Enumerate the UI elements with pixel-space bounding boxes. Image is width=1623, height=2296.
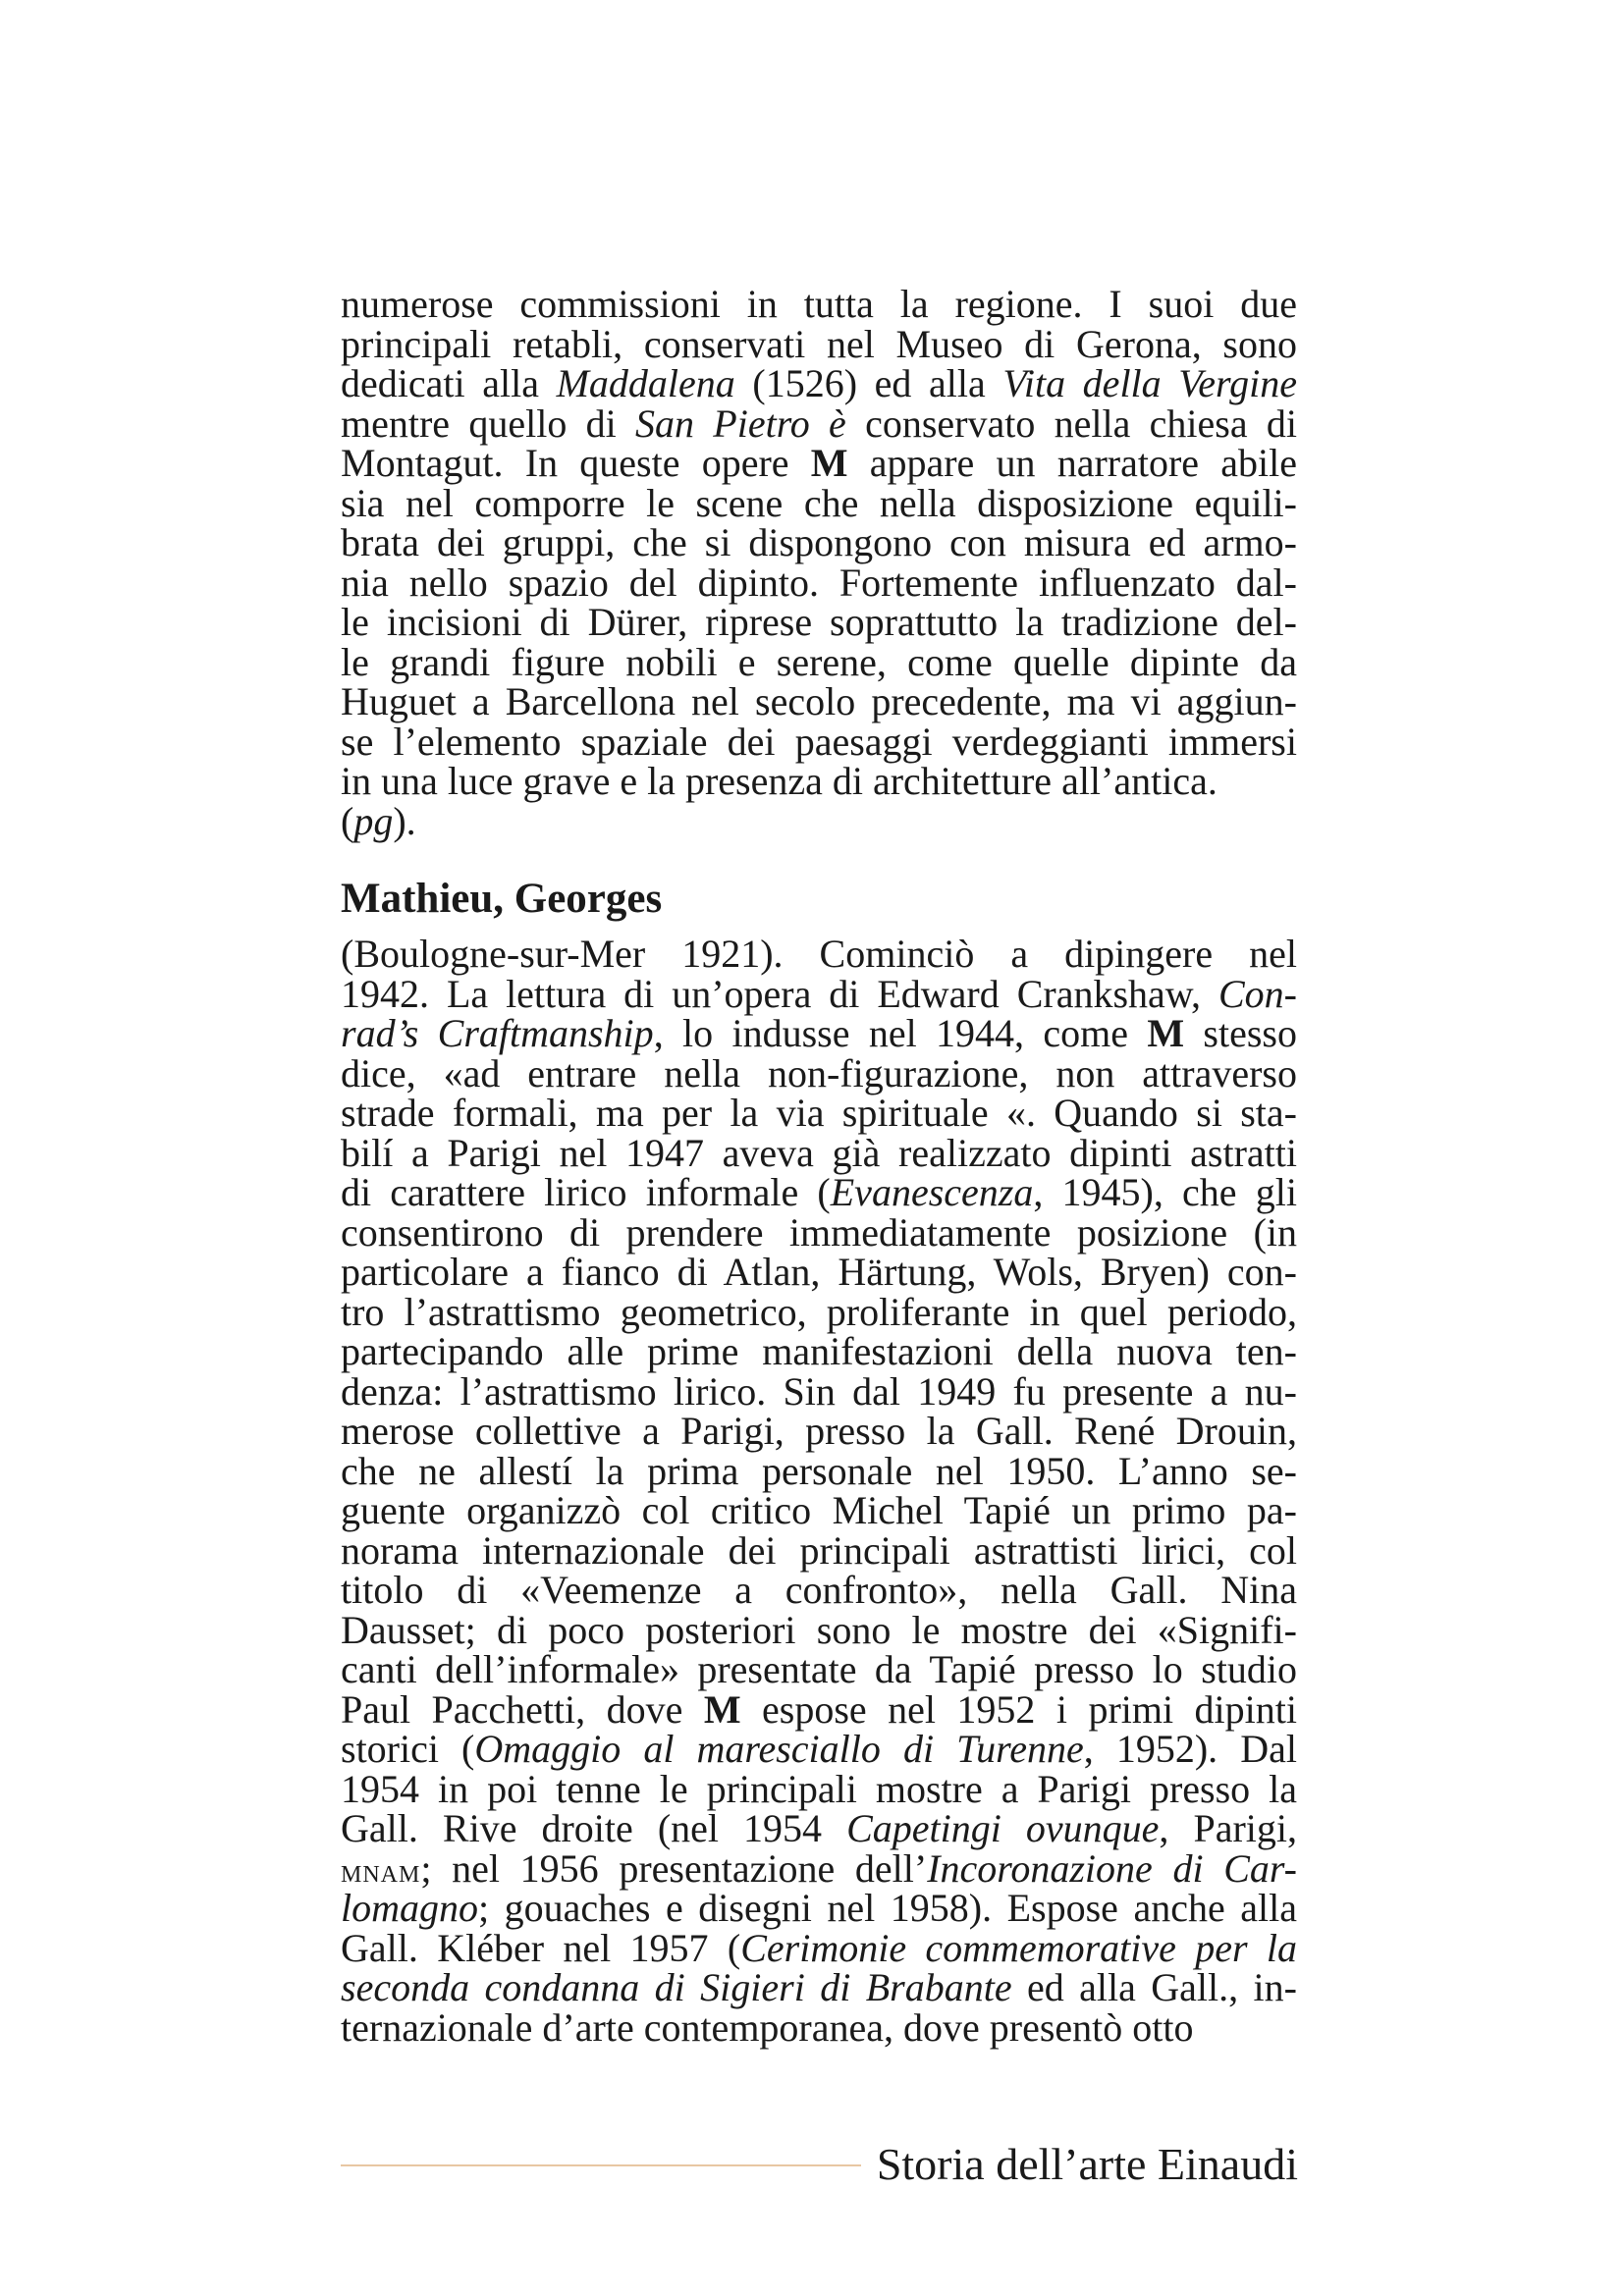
text-line xyxy=(341,719,1297,764)
text-line xyxy=(341,1806,1298,1850)
text-run: ; nel 1956 presentazione dell’ xyxy=(420,1845,928,1891)
text-line xyxy=(341,971,1297,1016)
text-run: ternazionale d’arte contemporanea, dove presentò otto xyxy=(341,2004,1194,2050)
text-line xyxy=(341,441,1297,485)
text-line xyxy=(341,798,1297,843)
text-run: dedicati alla xyxy=(341,361,557,405)
text-line xyxy=(341,1289,1297,1334)
text-run: sia nel comporre le scene che nella disposizione equili- xyxy=(341,480,1297,525)
text-run: tro l’astrattismo geometrico, proliferante in quel periodo, xyxy=(341,1289,1297,1334)
text-run: (Boulogne-sur-Mer 1921). Cominciò a dipingere nel xyxy=(341,932,1297,976)
text-run: conservato nella chiesa di xyxy=(845,400,1297,446)
text-run: le incisioni di Dürer, riprese soprattutto la tradizione del- xyxy=(341,600,1297,644)
text-run: guente organizzò col critico Michel Tapié un primo pa- xyxy=(341,1488,1297,1532)
text-run: Montagut. In queste opere xyxy=(341,441,811,485)
text-line xyxy=(341,1607,1297,1652)
text-run: ). xyxy=(393,798,416,843)
text-run: storici ( xyxy=(341,1727,475,1771)
entry-abbreviation: M xyxy=(810,441,848,485)
text-run: norama internazionale dei principali astrattisti lirici, col xyxy=(341,1527,1297,1573)
text-line xyxy=(341,2004,1297,2050)
text-run: particolare a fianco di Atlan, Härtung, Wols, Bryen) con- xyxy=(341,1250,1297,1294)
text-run: Gall. Kléber nel 1957 ( xyxy=(341,1925,741,1970)
text-line xyxy=(341,321,1297,366)
text-line xyxy=(341,1527,1297,1573)
footer-publication-title: Storia dell’arte Einaudi xyxy=(876,2139,1298,2189)
text-line xyxy=(341,679,1297,723)
text-run: numerose commissioni in tutta la regione. I suoi due xyxy=(341,282,1297,326)
text-line xyxy=(341,1488,1297,1532)
text-run: in una luce grave e la presenza di architetture all’antica. xyxy=(341,759,1217,803)
text-line xyxy=(341,639,1297,684)
text-line xyxy=(341,520,1297,564)
text-line xyxy=(341,1329,1297,1373)
text-run: espose nel 1952 i primi dipinti xyxy=(740,1686,1297,1732)
text-run: mentre quello di xyxy=(341,400,635,446)
text-line xyxy=(341,560,1297,605)
italic-title: Incoronazione di Car- xyxy=(927,1845,1297,1891)
text-run: (1526) ed alla xyxy=(734,361,1003,405)
text-run: canti dell’informale» presentate da Tapié presso lo studio xyxy=(341,1647,1297,1691)
text-line xyxy=(341,400,1297,446)
text-run: le grandi figure nobili e serene, come quelle dipinte da xyxy=(341,639,1297,684)
text-run: 1942. La lettura di un’opera di Edward Crankshaw, xyxy=(341,971,1218,1016)
text-line xyxy=(341,1091,1297,1135)
text-line xyxy=(341,361,1297,405)
text-line xyxy=(341,1886,1297,1930)
italic-title: rad’s Craftmanship xyxy=(341,1011,654,1055)
text-run: titolo di «Veemenze a confronto», nella Gall. Nina xyxy=(341,1568,1297,1612)
italic-title: Con- xyxy=(1218,971,1297,1016)
entry-abbreviation: M xyxy=(703,1686,741,1732)
text-line xyxy=(341,934,1297,974)
text-line xyxy=(341,282,1297,326)
italic-title: Omaggio al maresciallo di Turenne xyxy=(474,1727,1084,1771)
text-run: merose collettive a Parigi, presso la Gall. René Drouin, xyxy=(341,1409,1297,1453)
text-run: , 1952). Dal xyxy=(1083,1727,1297,1771)
text-run: nia nello spazio del dipinto. Fortemente influenzato dal- xyxy=(341,560,1297,605)
text-line xyxy=(341,1050,1297,1095)
entry-heading: Mathieu, Georges xyxy=(341,876,663,922)
text-line xyxy=(341,1170,1297,1214)
italic-title: lomagno xyxy=(341,1886,478,1930)
text-line xyxy=(341,600,1297,644)
text-run: Gall. Rive droite (nel 1954 xyxy=(341,1806,847,1850)
text-run: , Parigi, xyxy=(1159,1806,1298,1850)
text-run: che ne allestí la prima personale nel 1950. L’anno se- xyxy=(341,1448,1297,1493)
text-line xyxy=(341,480,1297,525)
text-line xyxy=(341,1130,1297,1175)
text-run: strade formali, ma per la via spirituale «. Quando si sta- xyxy=(341,1091,1297,1135)
text-line xyxy=(341,1448,1297,1493)
text-run: di carattere lirico informale ( xyxy=(341,1170,831,1214)
text-line xyxy=(341,759,1297,803)
text-run: Dausset; di poco posteriori sono le mostre dei «Signifi- xyxy=(341,1607,1297,1652)
text-line xyxy=(341,1925,1297,1970)
text-run: dice, «ad entrare nella non-figurazione, non attraverso xyxy=(341,1050,1297,1095)
text-run: appare un narratore abile xyxy=(847,441,1297,485)
italic-title: Vita della Vergine xyxy=(1002,361,1297,405)
text-run: brata dei gruppi, che si dispongono con misura ed armo- xyxy=(341,520,1297,564)
text-run: Huguet a Barcellona nel secolo precedente, ma vi aggiun- xyxy=(341,679,1297,723)
footer-rule xyxy=(341,2164,861,2166)
text-run: se l’elemento spaziale dei paesaggi verdeggianti immersi xyxy=(341,719,1297,764)
text-run: denza: l’astrattismo lirico. Sin dal 1949 fu presente a nu- xyxy=(341,1368,1297,1414)
text-line xyxy=(341,1011,1297,1055)
text-run: ( xyxy=(341,798,354,843)
italic-title: pg xyxy=(353,798,394,843)
italic-title: Cerimonie commemorative per la xyxy=(740,1925,1297,1970)
italic-title: San Pietro è xyxy=(635,400,846,446)
text-line xyxy=(341,1568,1297,1612)
text-run: principali retabli, conservati nel Museo di Gerona, sono xyxy=(341,321,1297,366)
text-run: Paul Pacchetti, dove xyxy=(341,1686,704,1732)
text-line xyxy=(341,1209,1297,1255)
italic-title: Capetingi ovunque xyxy=(846,1806,1160,1850)
text-run: 1954 in poi tenne le principali mostre a Parigi presso la xyxy=(341,1766,1297,1811)
text-run: bilí a Parigi nel 1947 aveva già realizzato dipinti astratti xyxy=(341,1130,1297,1175)
text-line xyxy=(341,1727,1297,1771)
text-line xyxy=(341,1250,1297,1294)
text-run: , lo indusse nel 1944, come xyxy=(653,1011,1148,1055)
text-run: partecipando alle prime manifestazioni della nuova ten- xyxy=(341,1329,1297,1373)
italic-title: Maddalena xyxy=(556,361,735,405)
text-run: ed alla Gall., in- xyxy=(1011,1965,1297,2009)
italic-title: Evanescenza xyxy=(830,1170,1034,1214)
text-line xyxy=(341,1368,1297,1414)
text-line xyxy=(341,1647,1297,1691)
text-run: , 1945), che gli xyxy=(1033,1170,1297,1214)
italic-title: seconda condanna di Sigieri di Brabante xyxy=(341,1965,1012,2009)
text-line xyxy=(341,1409,1297,1453)
text-line xyxy=(341,1686,1297,1732)
text-run: stesso xyxy=(1184,1011,1297,1055)
entry-abbreviation: M xyxy=(1147,1011,1185,1055)
small-caps-acronym: mnam xyxy=(341,1852,421,1890)
text-line xyxy=(341,1965,1297,2009)
text-run: consentirono di prendere immediatamente posizione (in xyxy=(341,1209,1297,1255)
text-line xyxy=(341,1766,1297,1811)
text-run: ; gouaches e disegni nel 1958). Espose anche alla xyxy=(478,1886,1297,1930)
